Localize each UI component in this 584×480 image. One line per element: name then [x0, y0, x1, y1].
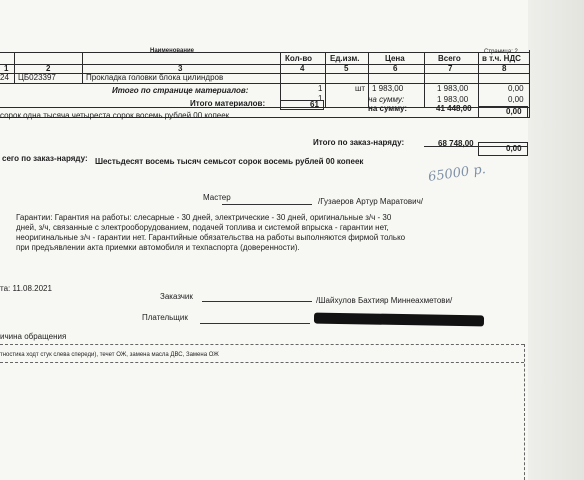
materials-total-sum: 41 448,00 [436, 104, 472, 113]
guarantee-line-4: при предъявлении акта приемки автомобиля и техпаспорта (доверенности). [16, 243, 300, 252]
page-total-label: Итого по странице материалов: [112, 86, 249, 95]
col-header-qty: Кол-во [285, 54, 313, 63]
col-header-unit: Ед.изм. [330, 54, 360, 63]
page-total-sum-label: на сумму: [368, 95, 405, 104]
row-code: ЦБ023397 [18, 73, 56, 82]
row-total: 1 983,00 [437, 84, 469, 93]
order-total-words-label: сего по заказ-наряду: [2, 154, 88, 163]
materials-total-vat: 0,00 [506, 107, 522, 116]
customer-label: Заказчик [160, 292, 193, 301]
guarantee-line-3: неоригинальные з/ч - гарантии нет. Гарантийные обязательства на работы выполняются фирмой только [16, 233, 406, 242]
reason-label: ичина обращения [0, 332, 67, 341]
materials-total-sum-label: на сумму: [368, 104, 408, 113]
guarantee-line-1: Гарантии: Гарантия на работы: слесарные - 30 дней, электрические - 30 дней, оригинальные з/ч - 30 [16, 213, 392, 222]
page-total-qty: 1 [318, 94, 323, 103]
master-label: Мастер [203, 193, 231, 202]
materials-total-words: сорок одна тысяча четыреста сорок восемь рублей 00 копеек [0, 111, 230, 120]
handwritten-amount: 65000 р. [427, 162, 487, 185]
col-num-7: 7 [448, 64, 453, 73]
scan-edge-shadow [528, 0, 584, 480]
page-total-sum: 1 983,00 [437, 95, 469, 104]
row-unit: шт [355, 84, 366, 93]
reason-box-bottom [0, 362, 524, 363]
order-total-sum: 68 748,00 [438, 139, 474, 148]
master-name: /Гузаеров Артур Маратович/ [318, 197, 423, 206]
materials-total-label: Итого материалов: [190, 99, 266, 108]
payer-label: Плательщик [142, 313, 188, 322]
row-price: 1 983,00 [372, 84, 404, 93]
order-total-words: Шестьдесят восемь тысяч семьсот сорок восемь рублей 00 копеек [95, 157, 364, 166]
row-qty: 1 [318, 84, 323, 93]
page-total-vat: 0,00 [508, 95, 524, 104]
date-text: та: 11.08.2021 [0, 284, 52, 293]
master-signature-line [222, 204, 312, 205]
col-num-5: 5 [344, 64, 349, 73]
order-total-label: Итого по заказ-наряду: [313, 138, 405, 147]
payer-signature-line [200, 323, 310, 324]
col-num-8: 8 [502, 64, 507, 73]
row-name: Прокладка головки блока цилиндров [86, 73, 224, 82]
reason-text: тностика ходт стук слева спереди), течет ОЖ, замена масла ДВС, Замена ОЖ [0, 352, 219, 358]
row-number: 24 [0, 73, 9, 82]
row-vat: 0,00 [508, 84, 524, 93]
col-num-2: 2 [46, 64, 51, 73]
col-num-6: 6 [393, 64, 398, 73]
guarantee-line-2: дней, з/ч, связанные с электрооборудованием, подачей топлива и системой впрыска - гарантии нет, [16, 223, 389, 232]
customer-signature-line [202, 301, 312, 302]
col-num-4: 4 [300, 64, 305, 73]
col-header-name: Наименование [150, 48, 195, 54]
customer-name: /Шайхулов Бахтияр Миннеахметови/ [316, 296, 453, 305]
reason-box-top [0, 344, 524, 345]
col-header-vat: в т.ч. НДС [482, 54, 521, 63]
reason-box-right [524, 344, 525, 480]
col-num-3: 3 [178, 64, 183, 73]
redaction-bar [314, 313, 484, 327]
materials-total-qty: 61 [310, 100, 319, 109]
col-header-price: Цена [385, 54, 405, 63]
order-total-vat: 0,00 [506, 144, 522, 153]
col-num-1: 1 [4, 64, 9, 73]
col-header-total: Всего [438, 54, 461, 63]
